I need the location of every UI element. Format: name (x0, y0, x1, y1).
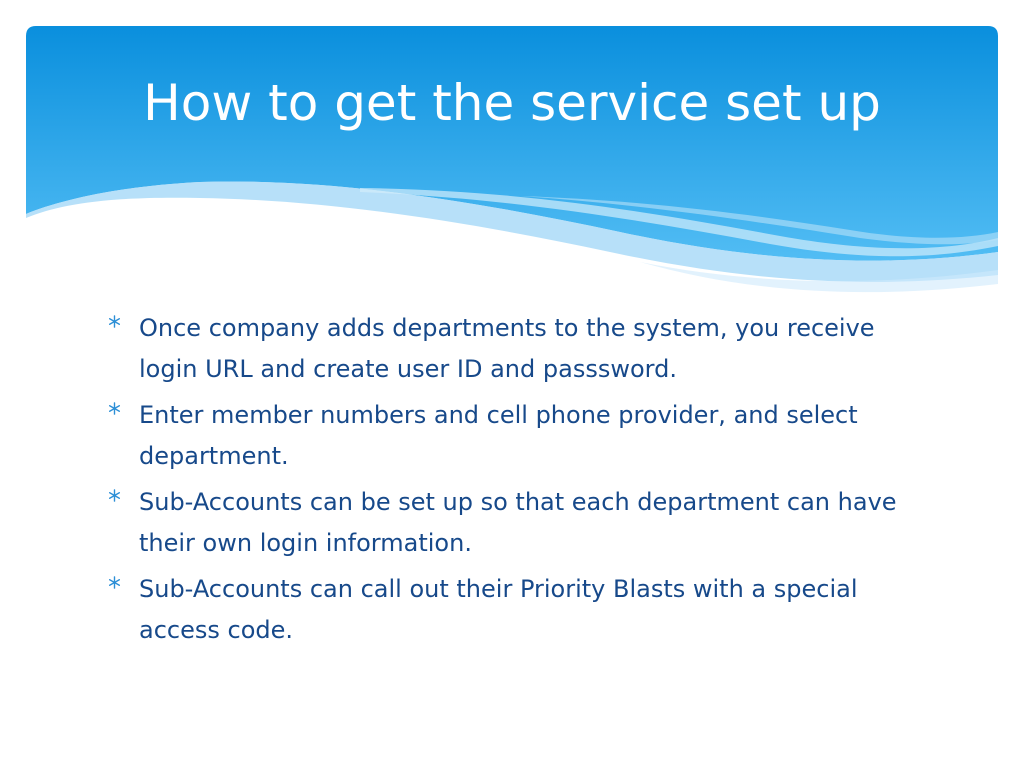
asterisk-icon (108, 402, 121, 415)
bullet-list (108, 308, 908, 656)
slide-title: How to get the service set up (143, 74, 881, 132)
bullet-text: Enter member numbers and cell phone provider, and select department. (139, 401, 858, 470)
header-band (0, 0, 1024, 300)
asterisk-icon (108, 576, 121, 589)
bullet-text: Once company adds departments to the system, you receive login URL and create user ID and passsword. (139, 314, 875, 383)
bullet-item (108, 482, 908, 564)
asterisk-icon (108, 489, 121, 502)
bullet-item (108, 308, 908, 390)
bullet-text: Sub-Accounts can call out their Priority Blasts with a special access code. (139, 575, 858, 644)
bullet-text: Sub-Accounts can be set up so that each department can have their own login information. (139, 488, 897, 557)
bullet-item (108, 569, 908, 651)
asterisk-icon (108, 315, 121, 328)
bullet-item (108, 395, 908, 477)
